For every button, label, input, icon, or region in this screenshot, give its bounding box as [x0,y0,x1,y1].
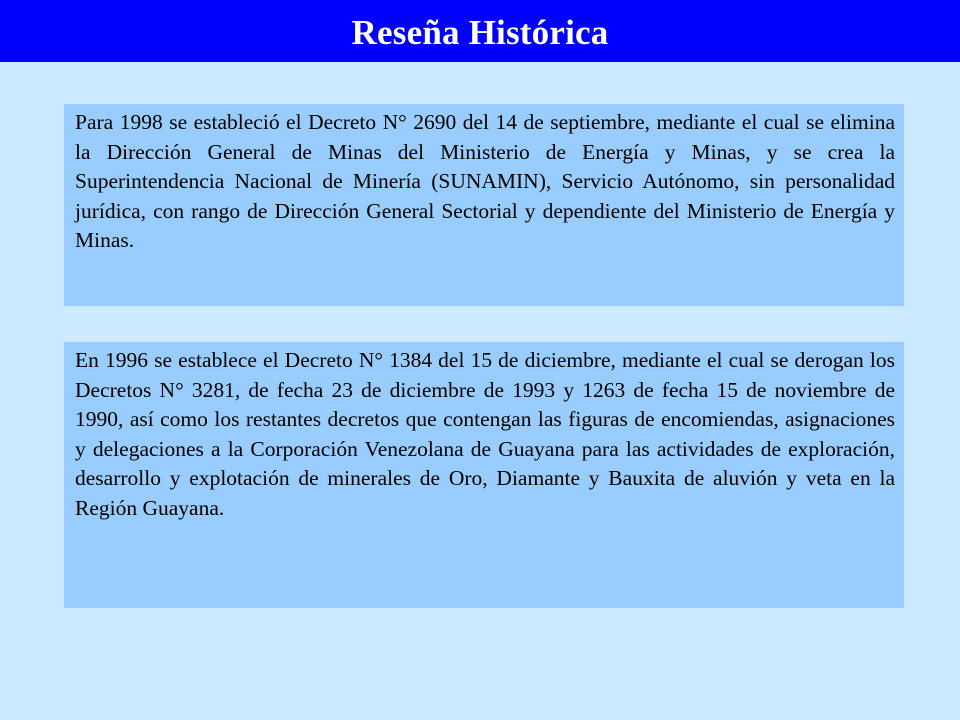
title-bar [0,0,960,62]
slide-title: Reseña Histórica [351,13,609,52]
paragraph-1998: Para 1998 se estableció el Decreto N° 2690 del 14 de septiembre, mediante el cual se elimina la Dirección General de Minas del Ministerio de Energía y Minas, y se crea la Superintendencia Nacional de Minería (SUNAMIN), Servicio Autónomo, sin personalidad jurídica, con rango de Dirección General Sectorial y dependiente del Ministerio de Energía y Minas. [75,110,895,253]
text-box-1996 [64,342,904,608]
paragraph-1996: En 1996 se establece el Decreto N° 1384 del 15 de diciembre, mediante el cual se derogan los Decretos N° 3281, de fecha 23 de diciembre de 1993 y 1263 de fecha 15 de noviembre de 1990, así como los restantes decretos que contengan las figuras de encomiendas, asignaciones y delegaciones a la Corporación Venezolana de Guayana para las actividades de exploración, desarrollo y explotación de minerales de Oro, Diamante y Bauxita de aluvión y veta en la Región Guayana. [75,348,895,520]
text-box-1998 [64,104,904,306]
